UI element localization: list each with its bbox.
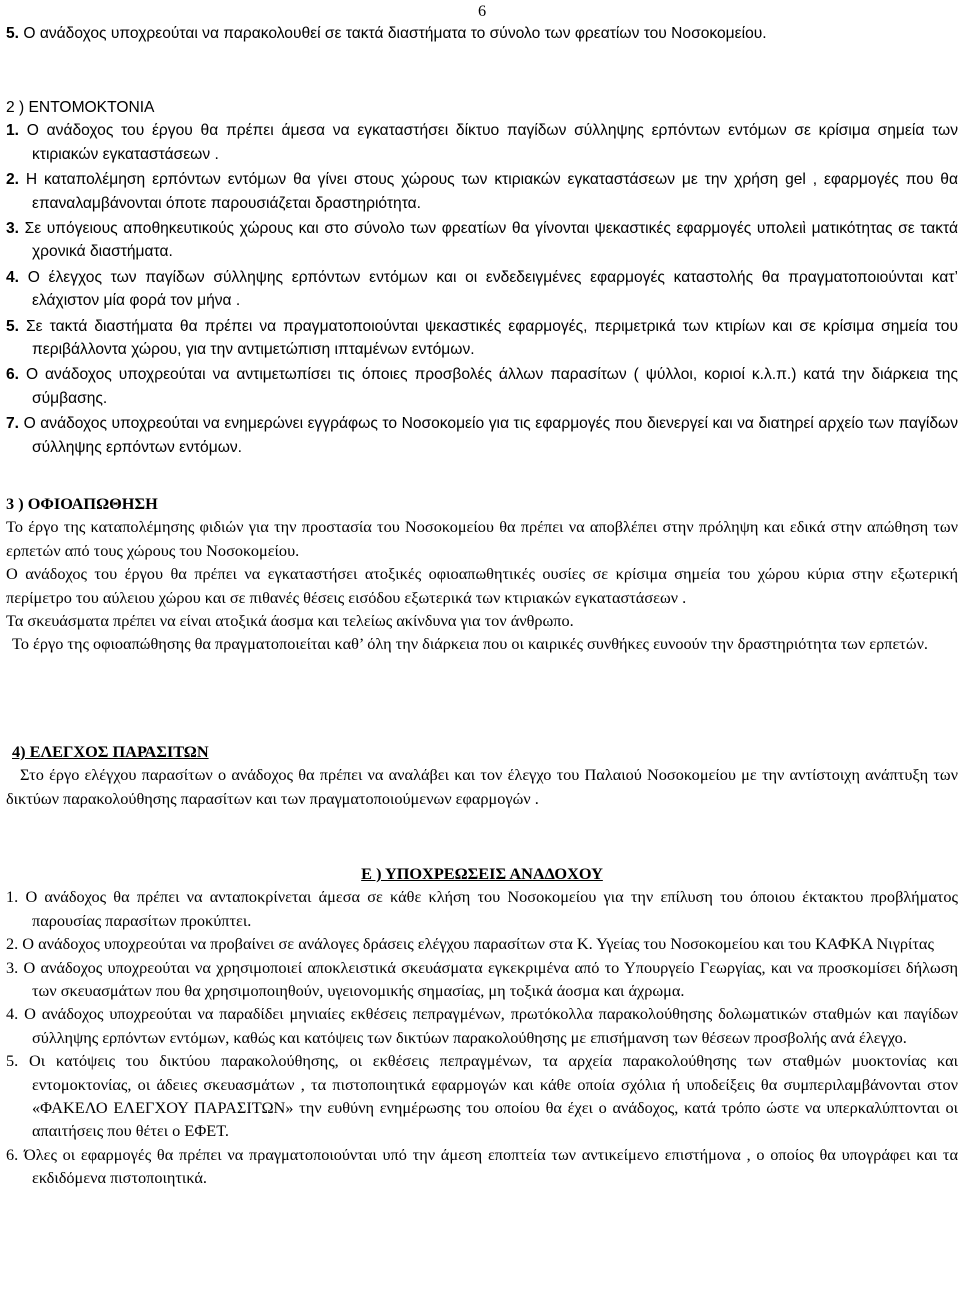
list-item (6, 1143, 958, 1190)
item-number: 2. (6, 934, 19, 954)
item-number: 4. (6, 1004, 19, 1024)
list-item (6, 22, 958, 45)
item-number: 6. (6, 366, 20, 384)
item-number: 7. (6, 415, 20, 433)
list-item (6, 932, 958, 955)
list-item (6, 885, 958, 932)
item-text: Σε υπόγειους αποθηκευτικούς χώρους και στο σύνολο των φρεατίων θα γίνονται ψεκαστικές εφαρμογές υπολειὶ ματικότητας σε τακτά χρονικά διαστήματα. (24, 220, 958, 261)
item-text: Ο ανάδοχος του έργου θα πρέπει άμεσα να εγκαταστήσει δίκτυο παγίδων σύλληψης ερπόντων εντόμων σε κρίσιμα σημεία των κτιριακών εγκαταστάσεων . (26, 122, 958, 163)
list-item (6, 217, 958, 264)
list-item (6, 168, 958, 215)
list-item (6, 266, 958, 313)
list-item (6, 956, 958, 1003)
item-text: Ο ανάδοχος θα πρέπει να ανταποκρίνεται άμεσα σε κάθε κλήση του Νοσοκομείου για την επίλυση του όποιου έκτακτου προβλήματος παρουσίας παρασίτων προκύπτει. (25, 887, 959, 930)
item-number: 2. (6, 171, 20, 189)
item-number: 1. (6, 122, 20, 140)
section-ofioapothisi (6, 492, 958, 656)
item-number: 3. (6, 957, 19, 977)
section-heading: 3 ) ΟΦΙΟΑΠΩΘΗΣΗ (6, 494, 158, 513)
section-heading: Ε ) ΥΠΟΧΡΕΩΣΕΙΣ ΑΝΑΔΟΧΟΥ (361, 864, 603, 883)
item-text: Ο ανάδοχος υποχρεούται να παρακολουθεί σε τακτά διαστήματα το σύνολο των φρεατίων του Νοσοκομείου. (23, 25, 767, 42)
item-text: Ο ανάδοχος υποχρεούται να χρησιμοποιεί αποκλειστικά σκευάσματα εγκεκριμένα από το Υπουργείο Γεωργίας, και να προσκομίσει δήλωση των σκευασμάτων που θα χρησιμοποιηθούν, υγειονομικής σημασίας, μη τοξικά άοσμα και άχρωμα. (23, 957, 958, 1001)
item-text: Οι κατόψεις του δικτύου παρακολούθησης, οι εκθέσεις πεπραγμένων, τα αρχεία παρακολούθησης των σταθμών μυοκτονίας και εντομοκτονίας, οι άδειες σκευασμάτων , τα πιστοποιητικά εφαρμογών και κάθε οποία σχόλια ή υποδείξεις θα συμπεριλαμβάνονται στον «ΦΑΚΕΛΟ ΕΛΕΓΧΟΥ ΠΑΡΑΣΙΤΩΝ» την ευθύνη ενημέρωσης του οποίου θα έχει ο ανάδοχος, κατά τρόπο ώστε να υπερκαλύπτονται οι απαιτήσεις που θέτει ο ΕΦΕΤ. (28, 1051, 958, 1141)
item-text: Ο ανάδοχος υποχρεούται να ενημερώνει εγγράφως το Νοσοκομείο για τις εφαρμογές που διενεργεί και να διατηρεί αρχείο των παγίδων σύλληψης ερπόντων εντόμων. (23, 415, 958, 456)
item-text: Η καταπολέμηση ερπόντων εντόμων θα γίνει στους χώρους των κτιριακών εγκαταστάσεων με την χρήση gel , εφαρμογές που θα επαναλαμβάνονται όποτε παρουσιάζεται δραστηριότητα. (25, 171, 958, 212)
item-text: Ο έλεγχος των παγίδων σύλληψης ερπόντων εντόμων και οι ενδεδειγμένες εφαρμογές καταστολής θα πραγματοποιούνται κατ’ ελάχιστον μία φορά τον μήνα . (27, 268, 958, 310)
item-text: Ο ανάδοχος υποχρεούται να παραδίδει μηνιαίες εκθέσεις πεπραγμένων, πρωτόκολλα παρακολούθησης δολωματικών σταθμών και παγίδων σύλληψης ερπόντων εντόμων, καθώς και κατόψεις των δικτύων παρακολούθησης με επισήμανση των θέσεων προσβολής ανά έλεγχο. (24, 1004, 959, 1047)
list-item (6, 119, 958, 166)
item-number: 3. (6, 220, 20, 238)
item-text: Ο ανάδοχος υποχρεούται να αντιμετωπίσει τις όποιες προσβολές άλλων παρασίτων ( ψύλλοι, κοριοί κ.λ.π.) κατά την διάρκεια της σύμβασης. (25, 366, 958, 407)
paragraph: Τα σκευάσματα πρέπει να είναι ατοξικά άοσμα και τελείως ακίνδυνα για τον άνθρωπο. (6, 611, 574, 631)
section-elegxos-parasiton (6, 740, 958, 810)
paragraph: Ο ανάδοχος του έργου θα πρέπει να εγκαταστήσει ατοξικές οφιοαπωθητικές ουσίες σε κρίσιμα σημεία του χώρου κύρια στην εξωτερική περίμετρο του αύλειου χώρου και σε πιθανές θέσεις εισόδου εξωτερικά των κτιριακών εγκαταστάσεων . (6, 564, 958, 607)
item-text: Όλες οι εφαρμογές θα πρέπει να πραγματοποιούνται υπό την άμεση εποπτεία των αντικείμενο επιστήμονα , ο οποίος θα υπογράφει και τα εκδιδόμενα πιστοποιητικά. (23, 1144, 958, 1188)
section-heading: 2 ) ΕΝΤΟΜΟΚΤΟΝΙΑ (6, 99, 155, 116)
item-number: 5. (6, 1051, 19, 1071)
item-number: 6. (6, 1144, 19, 1164)
paragraph: Το έργο της οφιοαπώθησης θα πραγματοποιείται καθ’ όλη την διάρκεια που οι καιρικές συνθήκες ευνοούν την δραστηριότητα των ερπετών. (12, 634, 929, 654)
paragraph: Το έργο της καταπολέμησης φιδιών για την προστασία του Νοσοκομείου θα πρέπει να αποβλέπει στην πρόληψη και εδικά στην απώθηση των ερπετών από τους χώρους του Νοσοκομείου. (6, 517, 958, 560)
list-item (6, 1049, 958, 1143)
section-ypoxreoseis-anadoxou (6, 862, 958, 1190)
page-number: 6 (478, 1, 487, 20)
item-number: 1. (6, 887, 19, 907)
section-heading: 4) ΕΛΕΓΧΟΣ ΠΑΡΑΣΙΤΩΝ (12, 742, 209, 761)
top-item (6, 22, 958, 45)
item-number: 5. (6, 317, 20, 335)
list-item (6, 1002, 958, 1049)
item-number: 5. (6, 25, 20, 42)
item-text: Ο ανάδοχος υποχρεούται να προβαίνει σε ανάλογες δράσεις ελέγχου παρασίτων στα Κ. Υγείας του Νοσοκομείου και του ΚΑΦΚΑ Νιγρίτας (22, 934, 934, 954)
item-number: 4. (6, 268, 20, 286)
section-entomoktonia (6, 96, 958, 459)
list-item (6, 315, 958, 362)
list-item (6, 363, 958, 410)
paragraph: Στο έργο ελέγχου παρασίτων ο ανάδοχος θα πρέπει να αναλάβει και τον έλεγχο του Παλαιού Νοσοκομείου με την αντίστοιχη ανάπτυξη των δικτύων παρακολούθησης παρασίτων και των πραγματοποιούμενων εφαρμογών . (6, 765, 958, 808)
item-text: Σε τακτά διαστήματα θα πρέπει να πραγματοποιούνται ψεκαστικές εφαρμογές, περιμετρικά των κτιρίων και σε κρίσιμα σημεία του περιβάλλοντα χώρου, για την αντιμετώπιση ιπταμένων εντόμων. (26, 317, 958, 359)
list-item (6, 412, 958, 459)
